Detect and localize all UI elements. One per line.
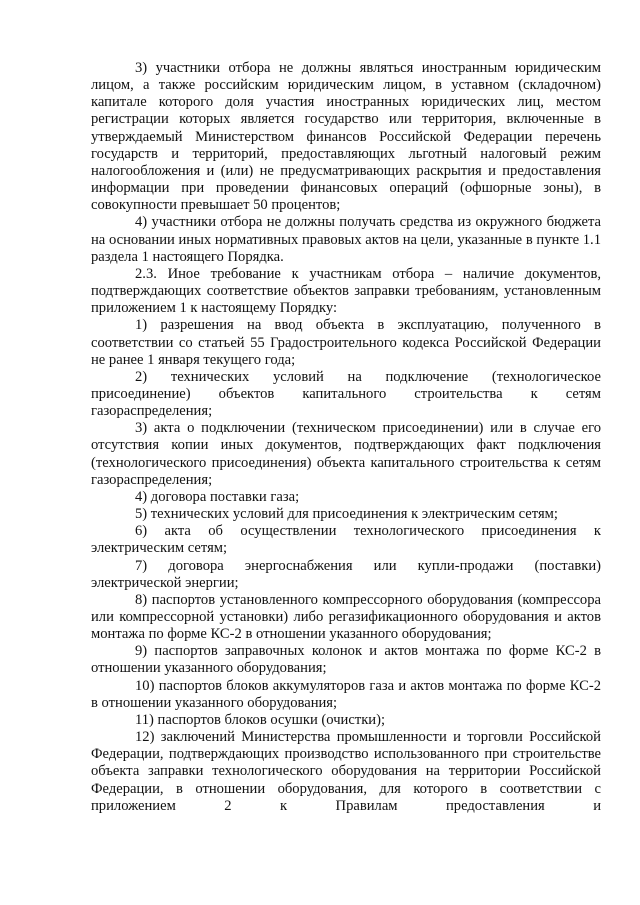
paragraph-section-2-3: 2.3. Иное требование к участникам отбора – наличие документов, подтверждающих соответствие объектов заправки требованиям, установленным приложением 1 к настоящему Порядку: — [91, 265, 601, 317]
paragraph-item-3: 3) участники отбора не должны являться иностранным юридическим лицом, а также российским юридическим лицом, в уставном (складочном) капитале которого доля участия иностранных юридических лиц, местом регистрации которых является государство или территория, включенные в утверждаемый Министерством финансов Российской Федерации перечень государств и территорий, предоставляющих льготный налоговый режим налогообложения и (или) не предусматривающих раскрытия и предоставления информации при проведении финансовых операций (офшорные зоны), в совокупности превышает 50 процентов; — [91, 60, 601, 214]
paragraph-doc-10: 10) паспортов блоков аккумуляторов газа и актов монтажа по форме КС-2 в отношении указанного оборудования; — [91, 677, 601, 711]
paragraph-doc-1: 1) разрешения на ввод объекта в эксплуатацию, полученного в соответствии со статьей 55 Градостроительного кодекса Российской Федерации не ранее 1 января текущего года; — [91, 317, 601, 368]
paragraph-doc-2: 2) технических условий на подключение (технологическое присоединение) объектов капитального строительства к сетям газораспределения; — [91, 368, 601, 420]
paragraph-doc-7: 7) договора энергоснабжения или купли-продажи (поставки) электрической энергии; — [91, 557, 601, 591]
paragraph-doc-8: 8) паспортов установленного компрессорного оборудования (компрессора или компрессорной установки) либо регазификационного оборудования и актов монтажа по форме КС-2 в отношении указанного оборудования; — [91, 591, 601, 643]
paragraph-doc-12: 12) заключений Министерства промышленности и торговли Российской Федерации, подтверждающих производство использованного при строительстве объекта заправки технологического оборудования на территории Российской Федерации, в отношении оборудования, для которого в соответствии с приложением 2 к Правилам предоставления и — [91, 729, 601, 814]
paragraph-doc-11: 11) паспортов блоков осушки (очистки); — [135, 711, 386, 728]
paragraph-doc-4: 4) договора поставки газа; — [135, 488, 300, 505]
paragraph-doc-9: 9) паспортов заправочных колонок и актов монтажа по форме КС-2 в отношении указанного оборудования; — [91, 643, 601, 677]
paragraph-doc-3: 3) акта о подключении (техническом присоединении) или в случае его отсутствия копии иных документов, подтверждающих факт подключения (технологического присоединения) объекта капитального строительства к сетям газораспределения; — [91, 420, 601, 488]
paragraph-doc-5: 5) технических условий для присоединения к электрическим сетям; — [135, 506, 558, 523]
paragraph-doc-6: 6) акта об осуществлении технологического присоединения к электрическим сетям; — [91, 523, 601, 557]
document-page — [91, 60, 601, 815]
paragraph-item-4: 4) участники отбора не должны получать средства из окружного бюджета на основании иных нормативных правовых актов на цели, указанные в пункте 1.1 раздела 1 настоящего Порядка. — [91, 214, 601, 265]
